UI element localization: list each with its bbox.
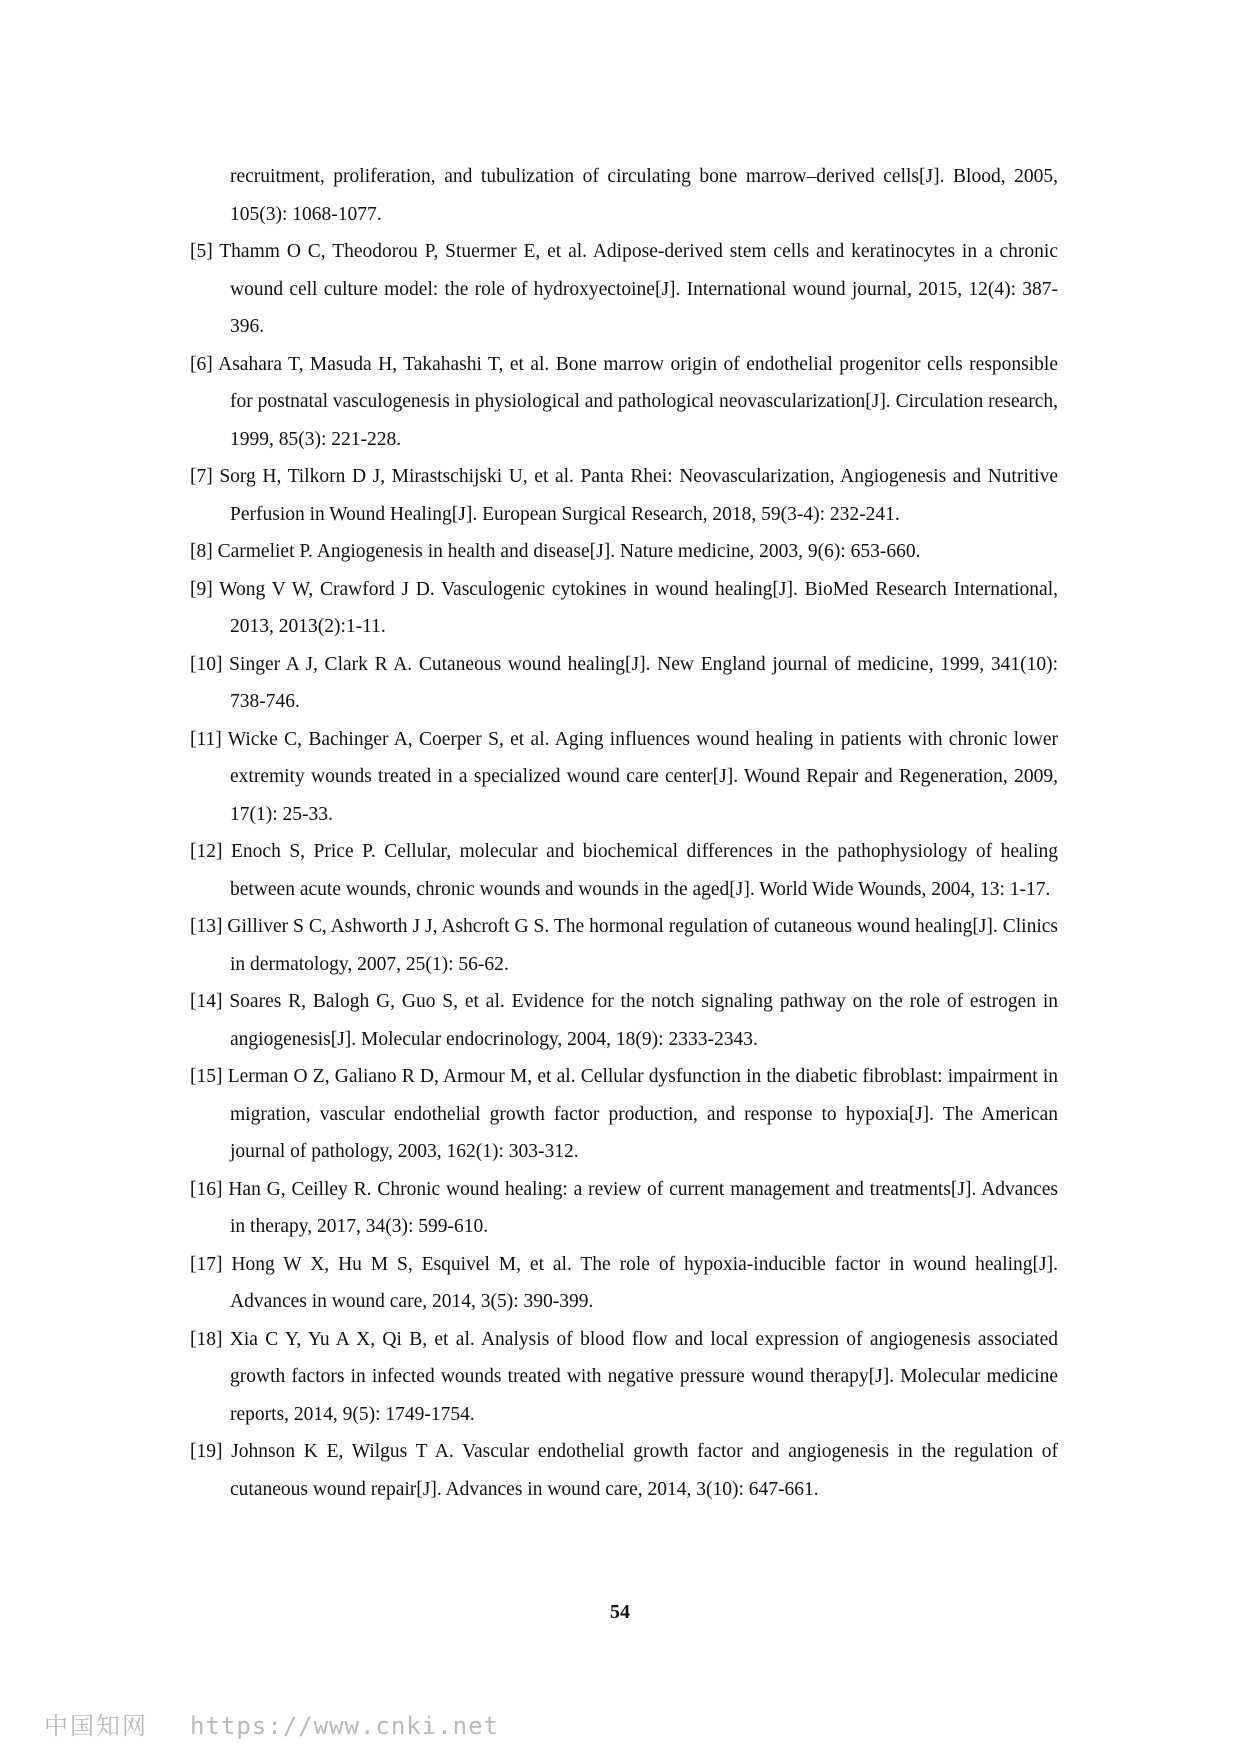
reference-item-15: [15] Lerman O Z, Galiano R D, Armour M, et al. Cellular dysfunction in the diabetic fibroblast: impairment in migration, vascular endothelial growth factor production, and response to hypoxia[J]. The American journal of pathology, 2003, 162(1): 303-312. bbox=[190, 1066, 1058, 1162]
reference-item-13: [13] Gilliver S C, Ashworth J J, Ashcroft G S. The hormonal regulation of cutaneous wound healing[J]. Clinics in dermatology, 2007, 25(1): 56-62. bbox=[190, 916, 1058, 975]
reference-item-9: [9] Wong V W, Crawford J D. Vasculogenic cytokines in wound healing[J]. BioMed Research International, 2013, 2013(2):1-11. bbox=[190, 578, 1058, 637]
reference-item-16: [16] Han G, Ceilley R. Chronic wound healing: a review of current management and treatments[J]. Advances in therapy, 2017, 34(3): 599-610. bbox=[190, 1178, 1058, 1237]
reference-item-10: [10] Singer A J, Clark R A. Cutaneous wound healing[J]. New England journal of medicine, 1999, 341(10): 738-746. bbox=[190, 653, 1058, 712]
reference-item-7: [7] Sorg H, Tilkorn D J, Mirastschijski U, et al. Panta Rhei: Neovascularization, Angiogenesis and Nutritive Perfusion in Wound Healing[J]. European Surgical Research, 2018, 59(3-4): 232-241. bbox=[190, 466, 1058, 525]
reference-item-11: [11] Wicke C, Bachinger A, Coerper S, et al. Aging influences wound healing in patients with chronic lower extremity wounds treated in a specialized wound care center[J]. Wound Repair and Regeneration, 2009, 17(1): 25-33. bbox=[190, 728, 1058, 825]
cnki-watermark bbox=[44, 1706, 499, 1741]
reference-item-18: [18] Xia C Y, Yu A X, Qi B, et al. Analysis of blood flow and local expression of angiogenesis associated growth factors in infected wounds treated with negative pressure wound therapy[J]. Molecular medicine reports, 2014, 9(5): 1749-1754. bbox=[190, 1328, 1058, 1425]
reference-item-4-continued: recruitment, proliferation, and tubulization of circulating bone marrow–derived cells[J]. Blood, 2005, 105(3): 1068-1077. bbox=[230, 166, 1058, 225]
reference-item-12: [12] Enoch S, Price P. Cellular, molecular and biochemical differences in the pathophysiology of healing between acute wounds, chronic wounds and wounds in the aged[J]. World Wide Wounds, 2004, 13: 1-17. bbox=[190, 841, 1058, 900]
reference-list bbox=[190, 158, 1058, 1508]
reference-item-5: [5] Thamm O C, Theodorou P, Stuermer E, et al. Adipose‐derived stem cells and keratinocytes in a chronic wound cell culture model: the role of hydroxyectoine[J]. International wound journal, 2015, 12(4): 387-396. bbox=[190, 241, 1058, 337]
reference-item-8: [8] Carmeliet P. Angiogenesis in health and disease[J]. Nature medicine, 2003, 9(6): 653-660. bbox=[190, 541, 921, 562]
watermark-brand: 中国知网 bbox=[44, 1712, 148, 1740]
reference-item-19: [19] Johnson K E, Wilgus T A. Vascular endothelial growth factor and angiogenesis in the regulation of cutaneous wound repair[J]. Advances in wound care, 2014, 3(10): 647-661. bbox=[190, 1441, 1058, 1500]
page-number: 54 bbox=[610, 1601, 630, 1623]
reference-item-14: [14] Soares R, Balogh G, Guo S, et al. Evidence for the notch signaling pathway on the role of estrogen in angiogenesis[J]. Molecular endocrinology, 2004, 18(9): 2333-2343. bbox=[190, 991, 1058, 1050]
reference-item-6: [6] Asahara T, Masuda H, Takahashi T, et al. Bone marrow origin of endothelial progenitor cells responsible for postnatal vasculogenesis in physiological and pathological neovascularization[J]. Circulation research, 1999, 85(3): 221-228. bbox=[190, 353, 1058, 450]
reference-item-17: [17] Hong W X, Hu M S, Esquivel M, et al. The role of hypoxia-inducible factor in wound healing[J]. Advances in wound care, 2014, 3(5): 390-399. bbox=[190, 1253, 1058, 1312]
watermark-url: https://www.cnki.net bbox=[190, 1712, 499, 1740]
